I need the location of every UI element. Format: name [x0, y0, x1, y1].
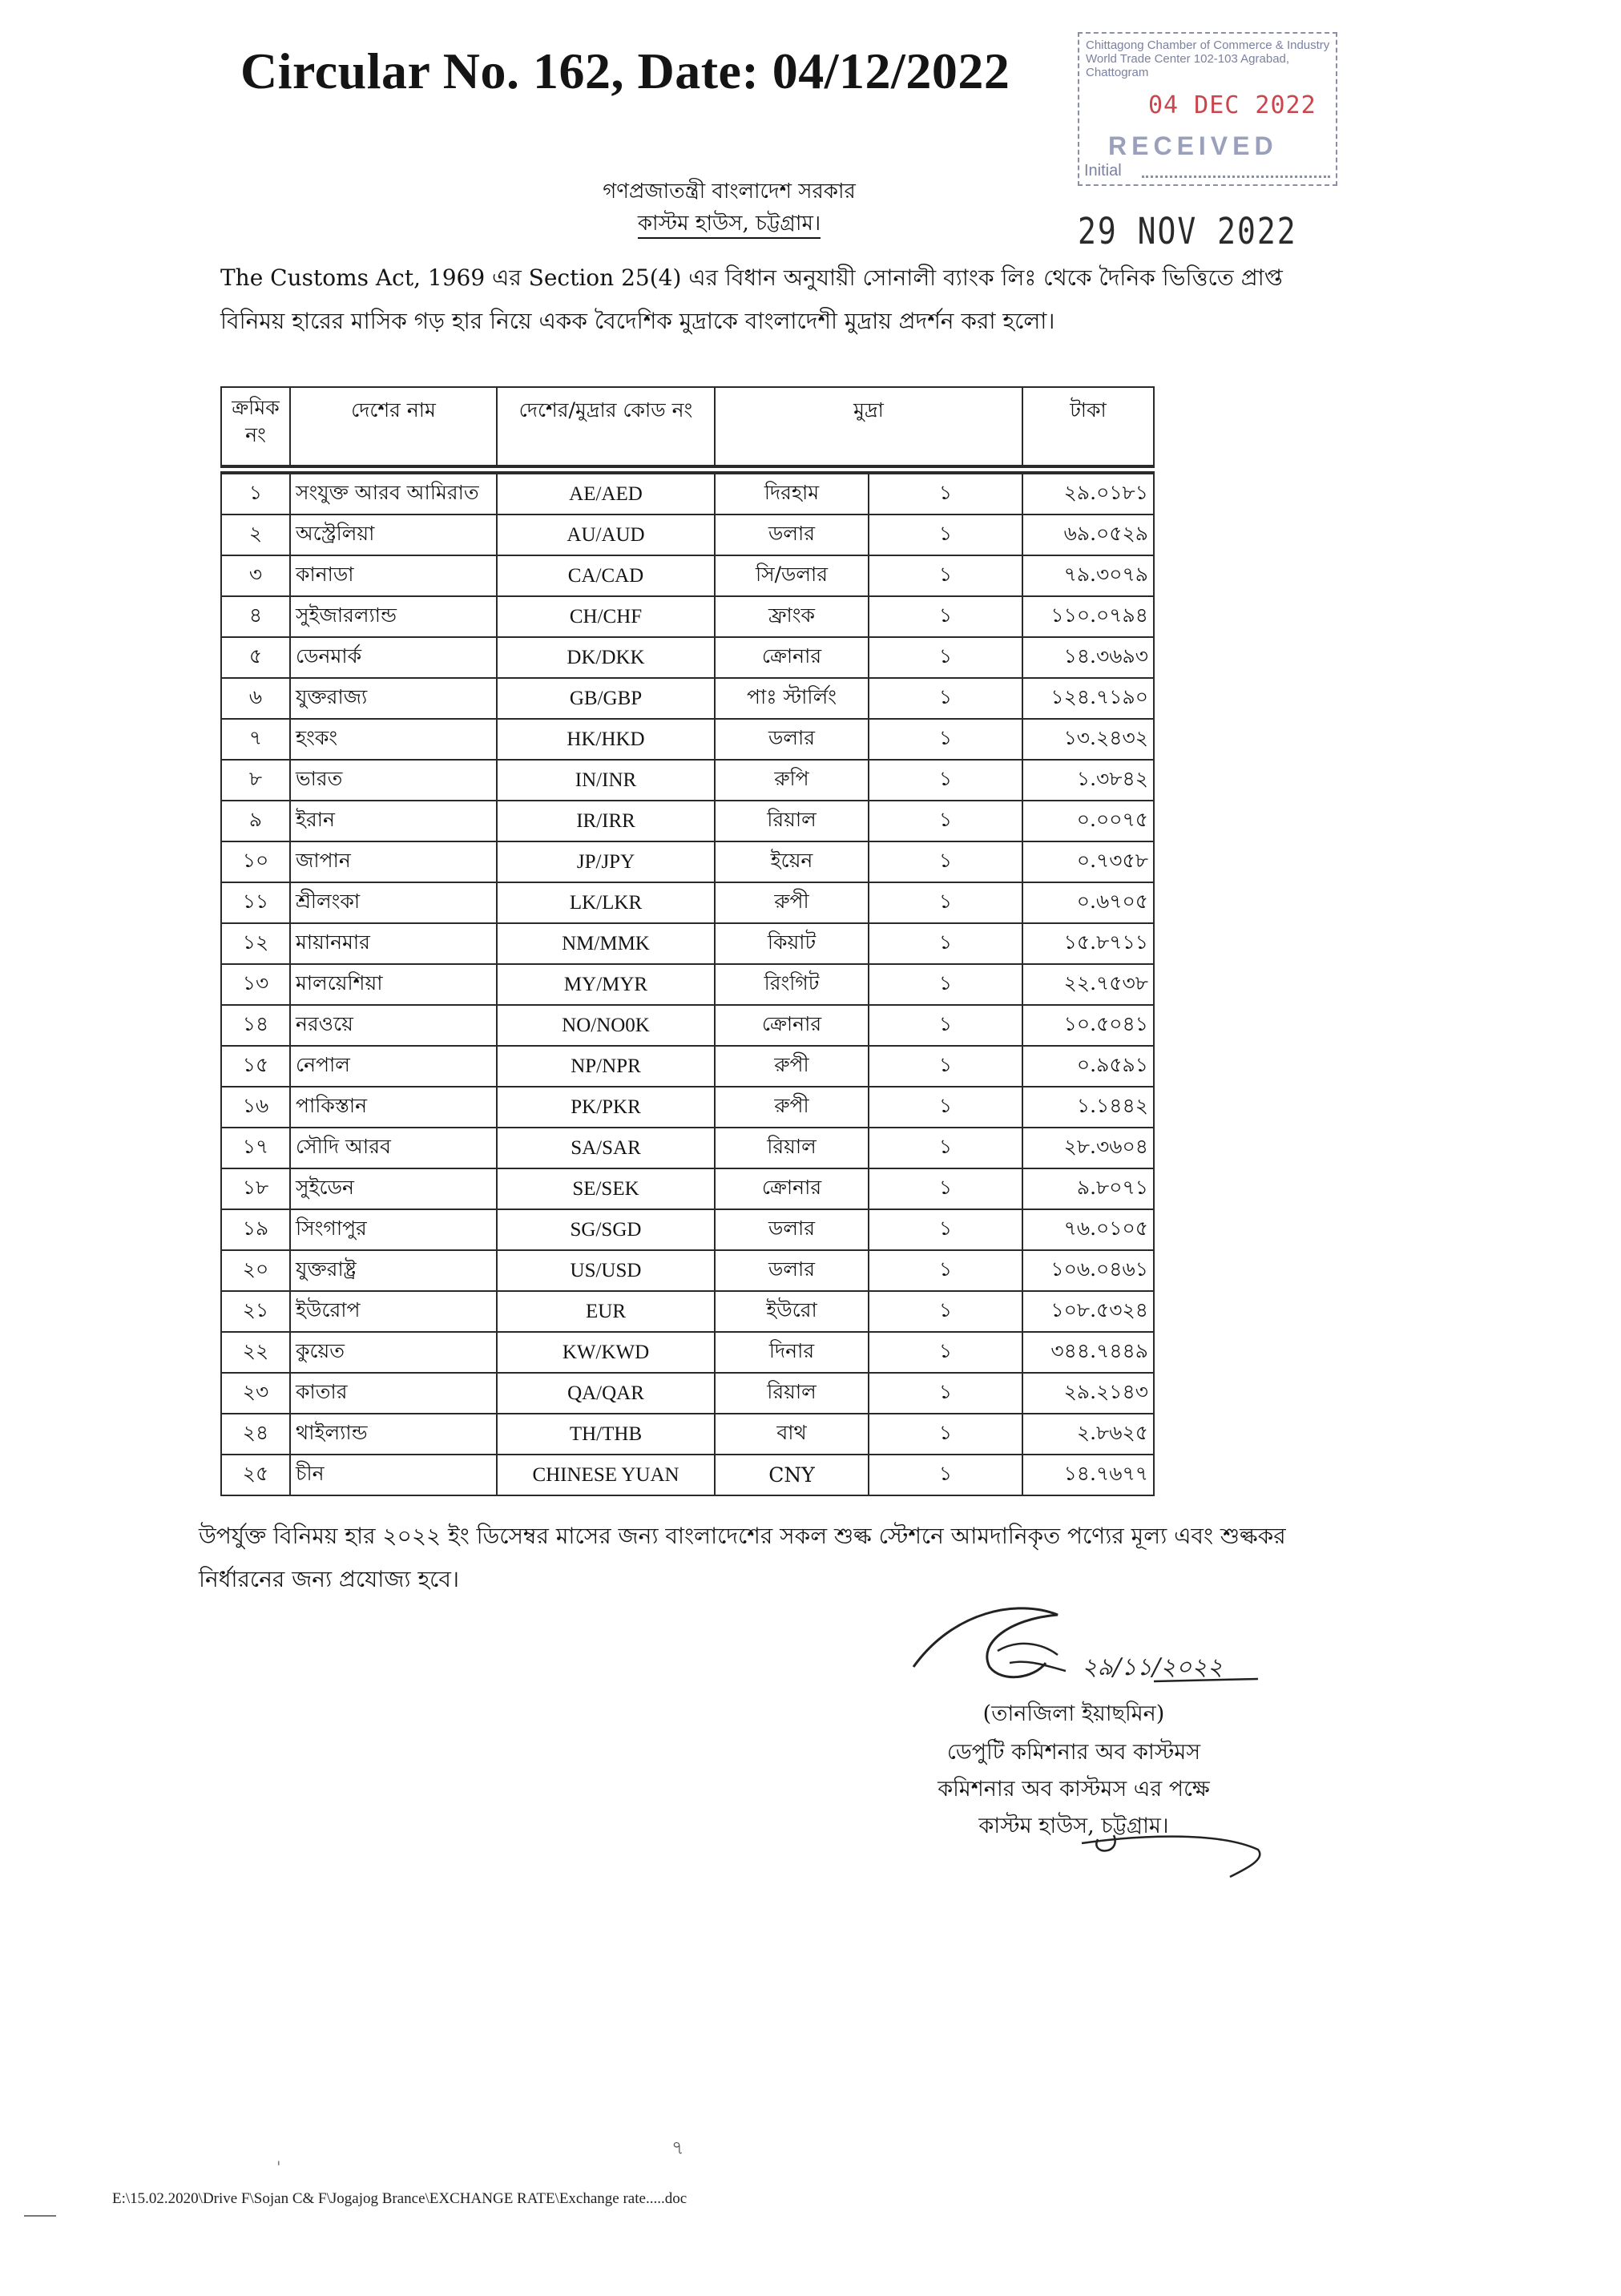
cell-serial: ৫ — [221, 637, 290, 678]
received-stamp — [1078, 32, 1337, 186]
cell-taka: ১৪.৩৬৯৩ — [1022, 637, 1154, 678]
cell-country: শ্রীলংকা — [290, 882, 497, 923]
cell-currency: ইয়েন — [715, 841, 869, 882]
cell-code: HK/HKD — [497, 719, 715, 760]
cell-country: হংকং — [290, 719, 497, 760]
cell-country: সুইডেন — [290, 1168, 497, 1209]
cell-country: কুয়েত — [290, 1332, 497, 1373]
cell-code: NP/NPR — [497, 1046, 715, 1087]
cell-unit: ১ — [869, 801, 1022, 841]
signatory-on-behalf: কমিশনার অব কাস্টমস এর পক্ষে — [938, 1777, 1210, 1802]
signatory-designation: ডেপুটি কমিশনার অব কাস্টমস — [946, 1740, 1201, 1765]
cell-unit: ১ — [869, 760, 1022, 801]
cell-currency: বাথ — [715, 1414, 869, 1455]
cell-unit: ১ — [869, 1455, 1022, 1495]
cell-code: QA/QAR — [497, 1373, 715, 1414]
cell-currency: ডলার — [715, 1209, 869, 1250]
cell-serial: ১১ — [221, 882, 290, 923]
table-row — [221, 1373, 1154, 1414]
cell-currency: রুপি — [715, 760, 869, 801]
cell-currency: ইউরো — [715, 1291, 869, 1332]
cell-code: US/USD — [497, 1250, 715, 1291]
cell-code: IR/IRR — [497, 801, 715, 841]
cell-unit: ১ — [869, 678, 1022, 719]
closing-paragraph: উপর্যুক্ত বিনিময় হার ২০২২ ইং ডিসেম্বর মাসের জন্য বাংলাদেশের সকল শুল্ক স্টেশনে আমদানিকৃত পণ্যের মূল্য এবং শুল্ককর নির্ধারনের জন্য প্রযোজ্য হবে। — [199, 1523, 1286, 1592]
cell-serial: ৪ — [221, 596, 290, 637]
signature-scribble — [889, 1595, 1290, 1699]
cell-taka: ২৯.০১৮১ — [1022, 470, 1154, 514]
cell-country: পাকিস্তান — [290, 1087, 497, 1128]
government-name: গণপ্রজাতন্ত্রী বাংলাদেশ সরকার — [603, 180, 856, 204]
cell-unit: ১ — [869, 719, 1022, 760]
cell-serial: ৯ — [221, 801, 290, 841]
table-row — [221, 1332, 1154, 1373]
footer-rule — [24, 2215, 56, 2217]
cell-unit: ১ — [869, 637, 1022, 678]
table-row — [221, 470, 1154, 514]
table-row — [221, 596, 1154, 637]
table-row — [221, 1250, 1154, 1291]
cell-code: EUR — [497, 1291, 715, 1332]
table-row — [221, 923, 1154, 964]
cell-country: জাপান — [290, 841, 497, 882]
cell-taka: ১৪.৭৬৭৭ — [1022, 1455, 1154, 1495]
table-row — [221, 637, 1154, 678]
signatory-name: (তানজিলা ইয়াছমিন) — [982, 1701, 1165, 1726]
cell-currency: রুপী — [715, 1087, 869, 1128]
stamp-initial-label: Initial — [1084, 162, 1122, 180]
cell-country: অস্ট্রেলিয়া — [290, 514, 497, 555]
stray-mark: ' — [276, 2157, 281, 2177]
cell-currency: ক্রোনার — [715, 1168, 869, 1209]
table-row — [221, 514, 1154, 555]
cell-taka: ৭৬.০১০৫ — [1022, 1209, 1154, 1250]
cell-unit: ১ — [869, 514, 1022, 555]
cell-country: সংযুক্ত আরব আমিরাত — [290, 470, 497, 514]
stamp-organization — [1086, 38, 1330, 79]
cell-unit: ১ — [869, 1046, 1022, 1087]
stamp-received-date: 04 DEC 2022 — [1148, 91, 1317, 119]
intro-paragraph: The Customs Act, 1969 এর Section 25(4) এর বিধান অনুযায়ী সোনালী ব্যাংক লিঃ থেকে দৈনিক ভিত্তিতে প্রাপ্ত বিনিময় হারের মাসিক গড় হার নিয়ে একক বৈদেশিক মুদ্রাকে বাংলাদেশী মুদ্রায় প্রদর্শন করা হলো। — [220, 264, 1283, 334]
cell-country: সিংগাপুর — [290, 1209, 497, 1250]
cell-taka: ০.০০৭৫ — [1022, 801, 1154, 841]
cell-country: মায়ানমার — [290, 923, 497, 964]
cell-currency: ফ্রাংক — [715, 596, 869, 637]
cell-country: ইরান — [290, 801, 497, 841]
table-row — [221, 1414, 1154, 1455]
cell-currency: ডলার — [715, 719, 869, 760]
stamp-org-line1: Chittagong Chamber of Commerce & Industry — [1086, 38, 1330, 52]
table-row — [221, 1168, 1154, 1209]
cell-unit: ১ — [869, 470, 1022, 514]
cell-country: সুইজারল্যান্ড — [290, 596, 497, 637]
cell-code: SA/SAR — [497, 1128, 715, 1168]
table-row — [221, 1291, 1154, 1332]
cell-taka: ২.৮৬২৫ — [1022, 1414, 1154, 1455]
cell-code: AE/AED — [497, 470, 715, 514]
table-row — [221, 719, 1154, 760]
cell-country: নেপাল — [290, 1046, 497, 1087]
cell-serial: ১৭ — [221, 1128, 290, 1168]
cell-taka: ৯.৮০৭১ — [1022, 1168, 1154, 1209]
cell-code: TH/THB — [497, 1414, 715, 1455]
cell-taka: ২৮.৩৬০৪ — [1022, 1128, 1154, 1168]
cell-taka: ১৫.৮৭১১ — [1022, 923, 1154, 964]
table-row — [221, 1005, 1154, 1046]
exchange-rate-table — [220, 386, 1155, 1496]
cell-unit: ১ — [869, 841, 1022, 882]
cell-code: CHINESE YUAN — [497, 1455, 715, 1495]
cell-currency: রুপী — [715, 1046, 869, 1087]
header-country: দেশের নাম — [290, 387, 497, 470]
cell-code: GB/GBP — [497, 678, 715, 719]
cell-unit: ১ — [869, 1250, 1022, 1291]
cell-currency: সি/ডলার — [715, 555, 869, 596]
cell-serial: ১৮ — [221, 1168, 290, 1209]
cell-serial: ২১ — [221, 1291, 290, 1332]
seal-scribble — [1066, 1819, 1274, 1883]
table-row — [221, 555, 1154, 596]
cell-currency: ডলার — [715, 514, 869, 555]
cell-serial: ২২ — [221, 1332, 290, 1373]
cell-serial: ৩ — [221, 555, 290, 596]
header-serial: ক্রমিক নং — [221, 387, 290, 470]
cell-currency: রিংগিট — [715, 964, 869, 1005]
cell-code: KW/KWD — [497, 1332, 715, 1373]
cell-serial: ১৪ — [221, 1005, 290, 1046]
cell-taka: ৩৪৪.৭৪৪৯ — [1022, 1332, 1154, 1373]
cell-code: CA/CAD — [497, 555, 715, 596]
cell-country: কানাডা — [290, 555, 497, 596]
cell-code: PK/PKR — [497, 1087, 715, 1128]
cell-serial: ১৯ — [221, 1209, 290, 1250]
stamp-org-line2: World Trade Center 102-103 Agrabad, Chattogram — [1086, 52, 1290, 79]
cell-currency: রিয়াল — [715, 1128, 869, 1168]
cell-country: যুক্তরাষ্ট্র — [290, 1250, 497, 1291]
table-row — [221, 841, 1154, 882]
cell-unit: ১ — [869, 882, 1022, 923]
cell-code: MY/MYR — [497, 964, 715, 1005]
cell-unit: ১ — [869, 1005, 1022, 1046]
stamp-initial-dots — [1142, 176, 1330, 178]
office-name-text: কাস্টম হাউস, চট্টগ্রাম। — [638, 212, 821, 239]
cell-currency: CNY — [715, 1455, 869, 1495]
cell-taka: ১৩.২৪৩২ — [1022, 719, 1154, 760]
cell-unit: ১ — [869, 555, 1022, 596]
cell-taka: ১২৪.৭১৯০ — [1022, 678, 1154, 719]
cell-serial: ১৩ — [221, 964, 290, 1005]
cell-serial: ১ — [221, 470, 290, 514]
cell-country: সৌদি আরব — [290, 1128, 497, 1168]
table-row — [221, 1087, 1154, 1128]
cell-country: ভারত — [290, 760, 497, 801]
cell-country: ইউরোপ — [290, 1291, 497, 1332]
cell-unit: ১ — [869, 1291, 1022, 1332]
cell-taka: ১০৬.০৪৬১ — [1022, 1250, 1154, 1291]
cell-unit: ১ — [869, 1414, 1022, 1455]
cell-serial: ২ — [221, 514, 290, 555]
table-row — [221, 1046, 1154, 1087]
cell-serial: ১৫ — [221, 1046, 290, 1087]
table-row — [221, 760, 1154, 801]
cell-serial: ২৩ — [221, 1373, 290, 1414]
table-row — [221, 964, 1154, 1005]
table-row — [221, 678, 1154, 719]
cell-unit: ১ — [869, 1332, 1022, 1373]
cell-country: চীন — [290, 1455, 497, 1495]
cell-currency: ক্রোনার — [715, 1005, 869, 1046]
page-mark: ৭ — [671, 2137, 684, 2159]
cell-currency: রিয়াল — [715, 1373, 869, 1414]
cell-serial: ১২ — [221, 923, 290, 964]
cell-serial: ১৬ — [221, 1087, 290, 1128]
cell-code: JP/JPY — [497, 841, 715, 882]
cell-serial: ২০ — [221, 1250, 290, 1291]
cell-currency: পাঃ স্টার্লিং — [715, 678, 869, 719]
cell-currency: রিয়াল — [715, 801, 869, 841]
cell-currency: দিরহাম — [715, 470, 869, 514]
cell-currency: দিনার — [715, 1332, 869, 1373]
cell-unit: ১ — [869, 1087, 1022, 1128]
cell-country: মালয়েশিয়া — [290, 964, 497, 1005]
cell-serial: ৭ — [221, 719, 290, 760]
cell-unit: ১ — [869, 1128, 1022, 1168]
cell-currency: ক্রোনার — [715, 637, 869, 678]
signatory-office: কাস্টম হাউস, চট্টগ্রাম। — [978, 1814, 1169, 1838]
table-row — [221, 1128, 1154, 1168]
cell-code: NO/NO0K — [497, 1005, 715, 1046]
cell-country: যুক্তরাজ্য — [290, 678, 497, 719]
cell-code: SE/SEK — [497, 1168, 715, 1209]
cell-code: DK/DKK — [497, 637, 715, 678]
cell-taka: ২২.৭৫৩৮ — [1022, 964, 1154, 1005]
cell-unit: ১ — [869, 1168, 1022, 1209]
cell-code: SG/SGD — [497, 1209, 715, 1250]
table-row — [221, 1209, 1154, 1250]
cell-taka: ১.৩৮৪২ — [1022, 760, 1154, 801]
cell-taka: ০.৬৭০৫ — [1022, 882, 1154, 923]
office-name — [481, 207, 978, 242]
signature-date: ২৯/১১/২০২২ — [1082, 1653, 1224, 1681]
cell-serial: ২৫ — [221, 1455, 290, 1495]
cell-code: LK/LKR — [497, 882, 715, 923]
cell-unit: ১ — [869, 923, 1022, 964]
cell-currency: ডলার — [715, 1250, 869, 1291]
cell-code: CH/CHF — [497, 596, 715, 637]
stamp-received-label: RECEIVED — [1108, 131, 1278, 160]
cell-code: IN/INR — [497, 760, 715, 801]
cell-unit: ১ — [869, 596, 1022, 637]
table-row — [221, 801, 1154, 841]
table-row — [221, 1455, 1154, 1495]
cell-country: কাতার — [290, 1373, 497, 1414]
cell-taka: ০.৯৫৯১ — [1022, 1046, 1154, 1087]
cell-taka: ১০.৫০৪১ — [1022, 1005, 1154, 1046]
cell-taka: ১১০.০৭৯৪ — [1022, 596, 1154, 637]
cell-unit: ১ — [869, 1209, 1022, 1250]
cell-taka: ৬৯.০৫২৯ — [1022, 514, 1154, 555]
cell-taka: ১.১৪৪২ — [1022, 1087, 1154, 1128]
cell-currency: কিয়াট — [715, 923, 869, 964]
cell-code: AU/AUD — [497, 514, 715, 555]
cell-currency: রুপী — [715, 882, 869, 923]
cell-unit: ১ — [869, 1373, 1022, 1414]
circular-title: Circular No. 162, Date: 04/12/2022 — [240, 42, 1010, 99]
cell-code: NM/MMK — [497, 923, 715, 964]
cell-taka: ৭৯.৩০৭৯ — [1022, 555, 1154, 596]
header-currency: মুদ্রা — [715, 387, 1022, 470]
cell-taka: ২৯.২১৪৩ — [1022, 1373, 1154, 1414]
cell-country: নরওয়ে — [290, 1005, 497, 1046]
date-stamp: 29 NOV 2022 — [1078, 210, 1297, 252]
cell-serial: ২৪ — [221, 1414, 290, 1455]
cell-country: ডেনমার্ক — [290, 637, 497, 678]
header-taka: টাকা — [1022, 387, 1154, 470]
table-row — [221, 882, 1154, 923]
cell-taka: ১০৮.৫৩২৪ — [1022, 1291, 1154, 1332]
cell-serial: ৮ — [221, 760, 290, 801]
cell-serial: ১০ — [221, 841, 290, 882]
cell-unit: ১ — [869, 964, 1022, 1005]
header-code: দেশের/মুদ্রার কোড নং — [497, 387, 715, 470]
cell-country: থাইল্যান্ড — [290, 1414, 497, 1455]
footer-file-path: E:\15.02.2020\Drive F\Sojan C& F\Jogajog Brance\EXCHANGE RATE\Exchange rate.....doc — [112, 2190, 688, 2207]
table-header-row — [221, 387, 1154, 470]
cell-serial: ৬ — [221, 678, 290, 719]
cell-taka: ০.৭৩৫৮ — [1022, 841, 1154, 882]
